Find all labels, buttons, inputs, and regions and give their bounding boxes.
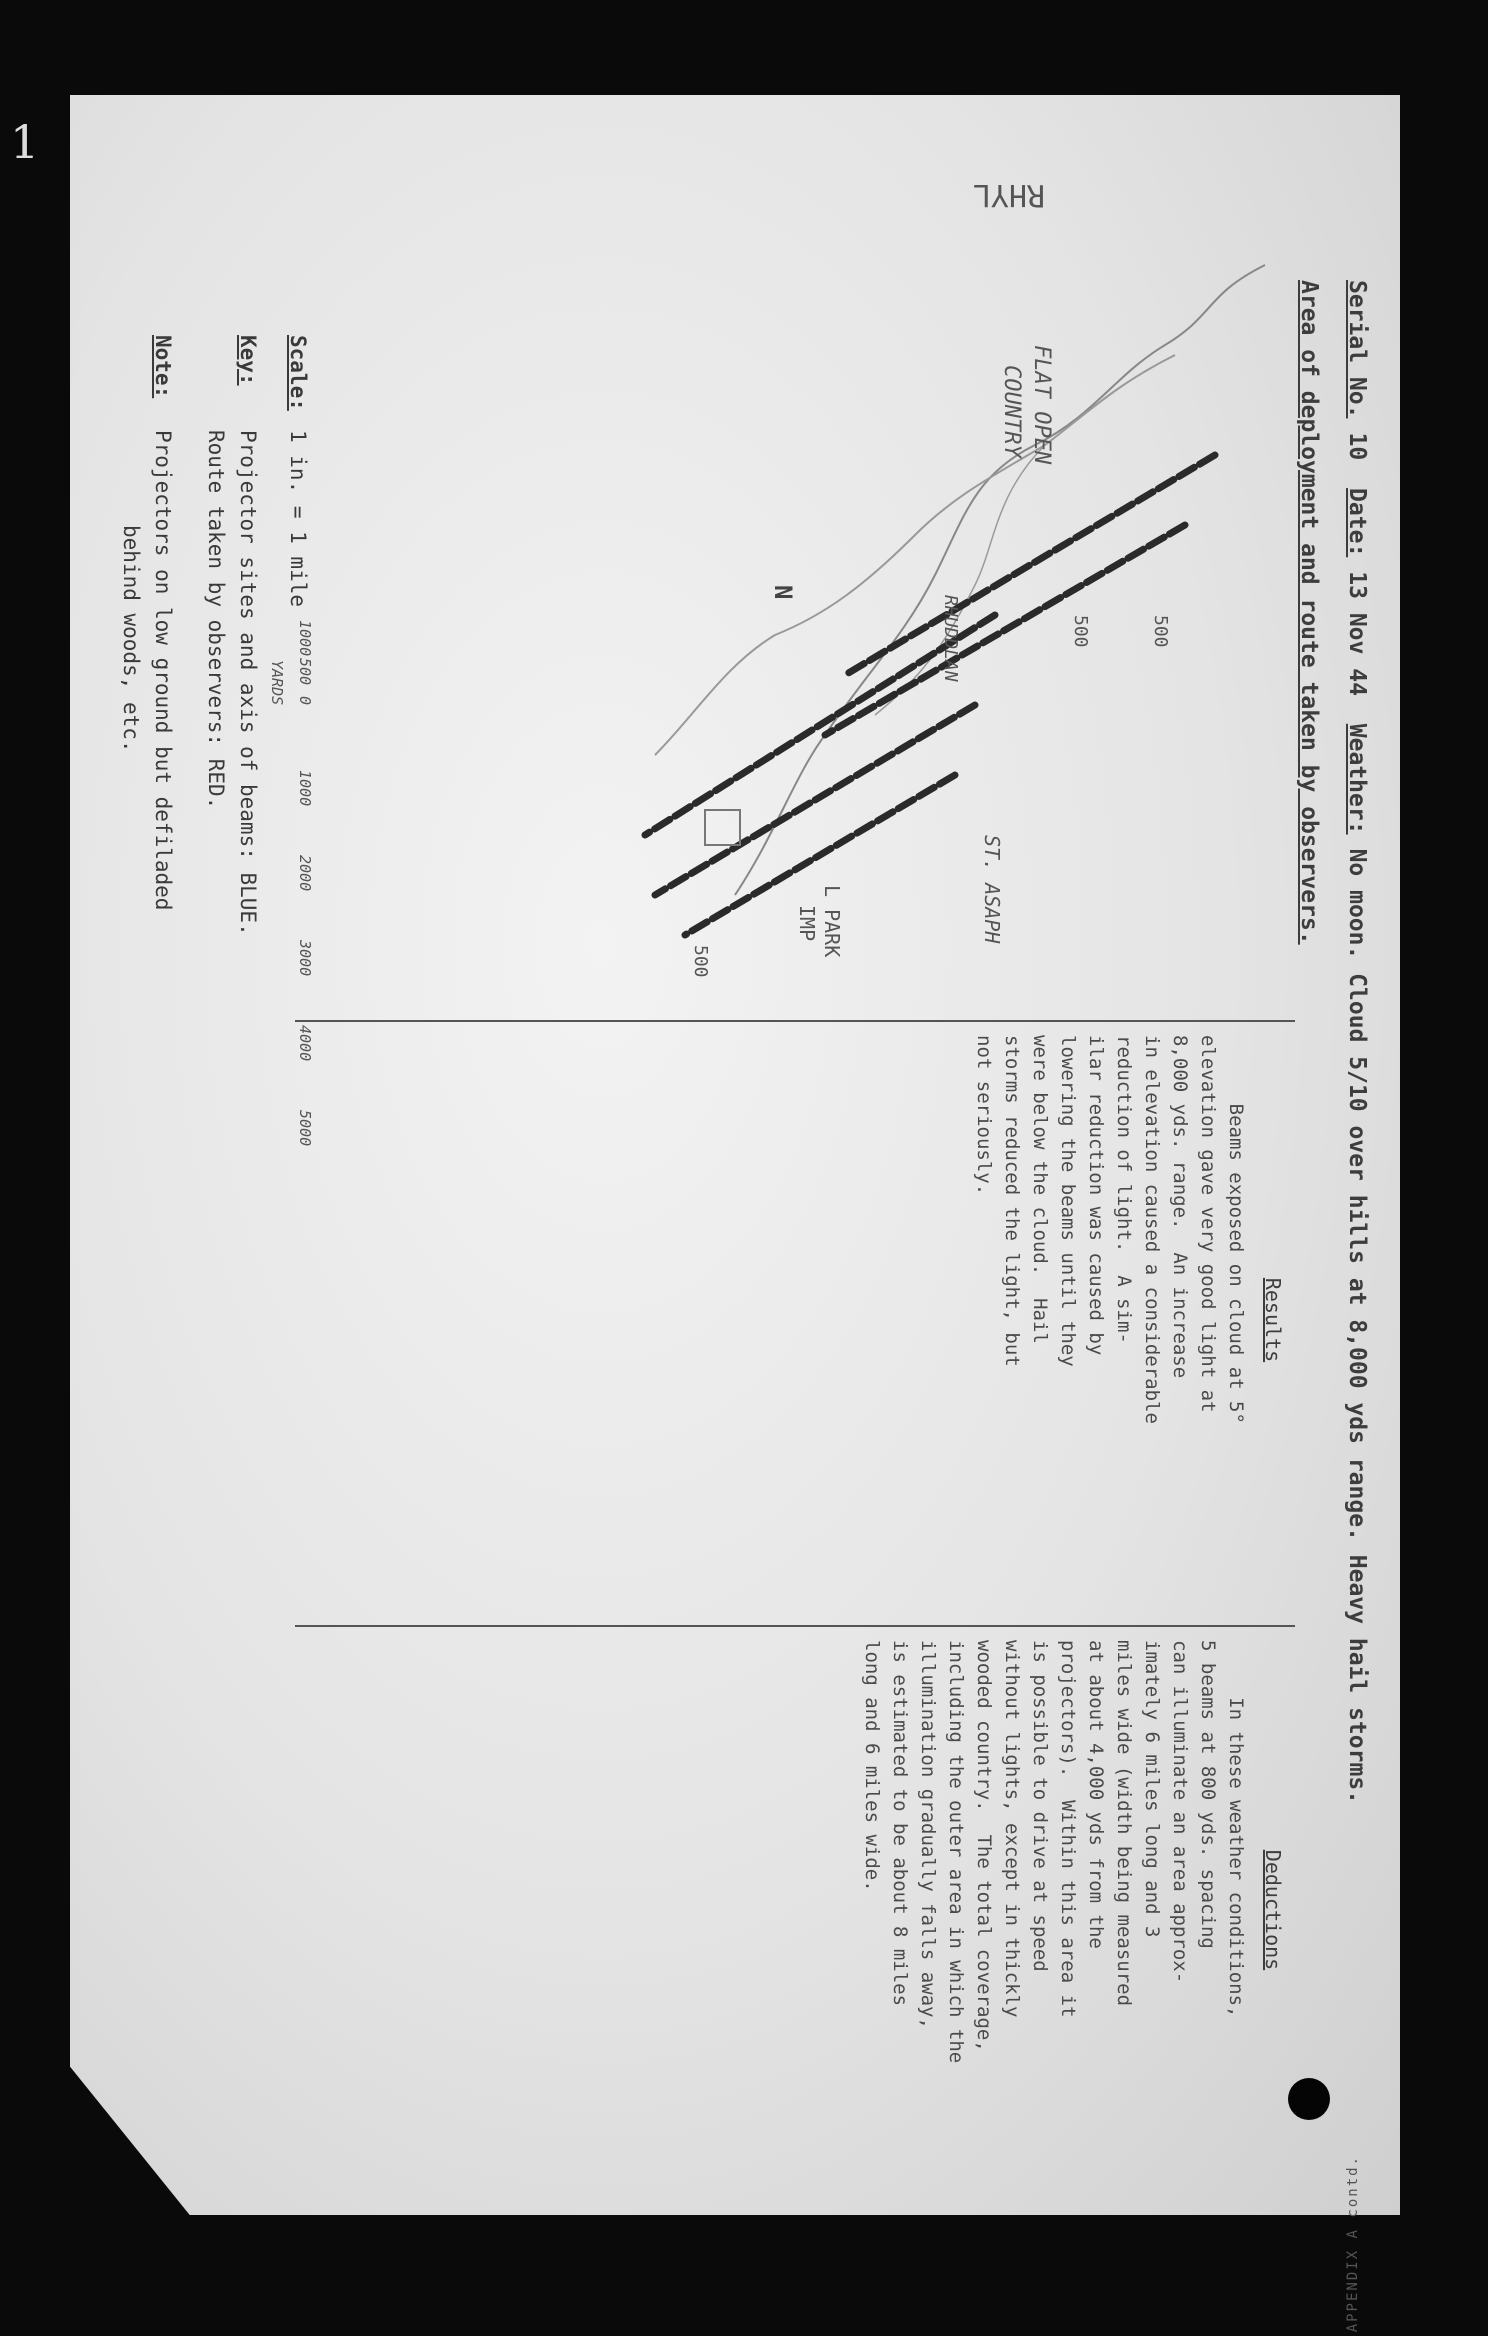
weather-value: No moon. Cloud 5/10 over hills at 8,000 yds range. Heavy hail storms. (1344, 848, 1370, 1805)
place-park: L PARK (820, 885, 844, 958)
key-line (236, 335, 260, 936)
scale-tick: 3000 (296, 940, 314, 977)
scale-yards-label: YARDS (268, 660, 286, 706)
results-body: Beams exposed on cloud at 5° elevation gave very good light at 8,000 yds. range. An increase in elevation caused a considerable reduction of light. A sim- ilar reduction was caused by lowering the beams until they were below the cloud. Hail storms reduced the light, but not seriously. (973, 1035, 1247, 1424)
serial-value: 10 (1344, 432, 1370, 461)
key-line-1: Projector sites and axis of beams: BLUE. (236, 430, 260, 936)
column-divider (295, 1625, 1295, 1627)
rotated-content (70, 105, 1390, 2205)
column-divider (295, 1020, 1295, 1022)
north-arrow: N (769, 585, 797, 600)
river (655, 355, 1175, 755)
st-asaph-marker (705, 810, 740, 845)
place-rhuddlan: RHUDDLAN (940, 595, 961, 682)
deployment-map (515, 115, 1295, 1050)
key-line-2: Route taken by observers: RED. (204, 430, 228, 810)
note-line-1: Projectors on low ground but defiladed (151, 430, 175, 911)
date-value: 13 Nov 44 (1344, 571, 1370, 696)
deductions-body: In these weather conditions, 5 beams at 800 yds. spacing can illuminate an area approx- imately 6 miles long and 3 miles wide (width being measured at about 4,000 yds from the projectors). Within this area it is possible to drive at speed without lights, except in thickly wooded country. The total coverage, including the outer area in which the illumination gradually falls away, is estimated to be about 8 miles long and 6 miles wide. (861, 1640, 1247, 2064)
projector-beams (645, 455, 1215, 935)
place-flat-open: FLAT OPEN (1029, 345, 1054, 465)
scale-tick: 1000 (296, 620, 314, 657)
scale-tick: 0 (296, 696, 314, 706)
area-title: Area of deployment and route taken by observers. (1296, 280, 1322, 945)
scale-tick: 500 (296, 658, 314, 686)
scale-tick: 2000 (296, 855, 314, 892)
place-rhyl: RHYL (972, 177, 1045, 212)
contour-500: 500 (1070, 615, 1091, 648)
place-st-asaph: ST. ASAPH (980, 835, 1004, 944)
page-mark: 1 (10, 115, 40, 169)
scale-label: Scale: (286, 335, 310, 411)
punch-hole (1288, 2078, 1330, 2120)
scale-tick: 4000 (296, 1025, 314, 1062)
serial-label: Serial No. (1344, 280, 1370, 419)
contour-500: 500 (1150, 615, 1171, 648)
header-line (1344, 280, 1370, 1818)
note-label: Note: (151, 335, 175, 399)
scale-line (286, 335, 310, 607)
results-title: Results (1261, 1277, 1285, 1363)
date-label: Date: (1344, 488, 1370, 558)
scale-tick: 5000 (296, 1110, 314, 1147)
note-line (151, 335, 175, 910)
key-label: Key: (236, 335, 260, 386)
note-line-2: behind woods, etc. (119, 525, 143, 753)
scale-ticks (260, 620, 320, 1240)
weather-label: Weather: (1344, 723, 1370, 835)
beam-line (825, 525, 1185, 735)
footer-stamp: APPENDIX A contd. (1345, 2155, 1361, 2333)
contour-500: 500 (690, 945, 711, 978)
scale-value: 1 in. = 1 mile (286, 430, 310, 608)
scale-tick: 1000 (296, 770, 314, 807)
place-country: COUNTRY (999, 365, 1024, 458)
place-imp: IMP (795, 905, 819, 942)
deductions-title: Deductions (1261, 1849, 1285, 1971)
